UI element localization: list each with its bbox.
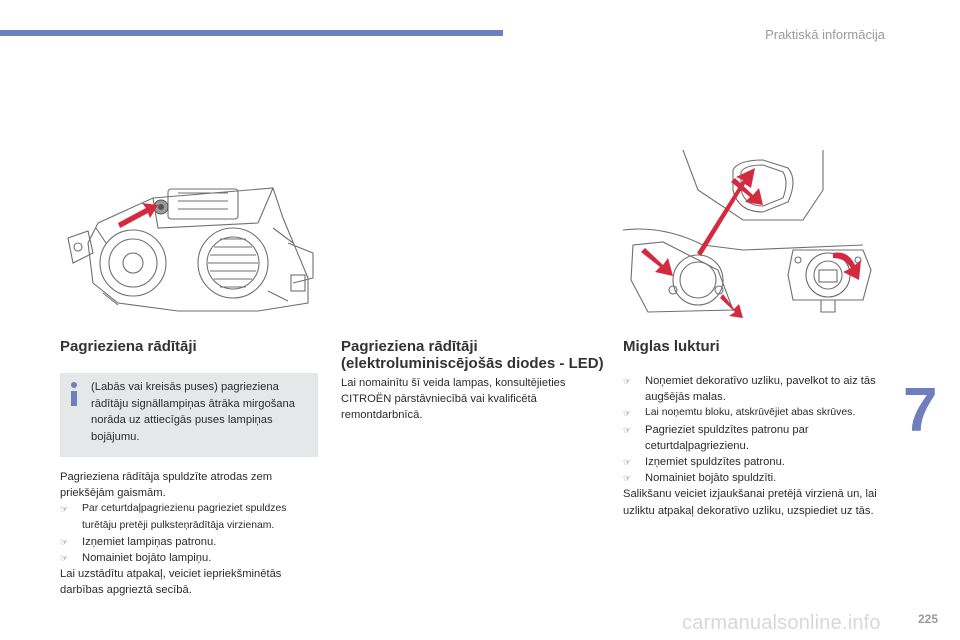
list-item: ☞ Par ceturtdaļpagriezienu pagrieziet spuldzes turētāju pretēji pulksteņrādītāja virzienam.	[60, 503, 287, 531]
list-item: ☞ Nomainiet bojāto lampiņu.	[60, 550, 318, 566]
pointing-finger-icon: ☞	[623, 457, 632, 468]
top-accent-bar	[0, 30, 503, 36]
turn-signals-steps	[60, 501, 318, 566]
info-icon	[67, 381, 81, 407]
pointing-finger-icon: ☞	[60, 504, 69, 515]
info-box	[60, 373, 318, 457]
list-item: ☞ Nomainiet bojāto spuldzīti.	[623, 470, 885, 486]
chapter-number: 7	[903, 376, 938, 445]
page-number: 225	[917, 612, 938, 626]
fog-lamps-steps	[623, 373, 885, 486]
pointing-finger-icon: ☞	[623, 408, 632, 419]
list-item: ☞ Izņemiet spuldzītes patronu.	[623, 454, 885, 470]
headlamp-illustration	[58, 183, 320, 315]
pointing-finger-icon: ☞	[623, 473, 632, 484]
section-header: Praktiskā informācija	[765, 27, 885, 42]
list-item: ☞ Lai noņemtu bloku, atskrūvējiet abas skrūves.	[623, 405, 885, 421]
fog-lamp-illustration	[623, 150, 881, 320]
led-signals-text: Lai nomainītu šī veida lampas, konsultējieties CITROËN pārstāvniecībā vai kvalificētā remontdarbnīcā.	[341, 377, 566, 422]
fog-lamps-title: Miglas lukturi	[623, 338, 720, 355]
watermark: carmanualsonline.info	[682, 612, 881, 634]
info-text: (Labās vai kreisās puses) pagrieziena rādītāju signāllampiņas ātrāka mirgošana norāda uz attiecīgās puses lampiņas bojājumu.	[91, 381, 295, 443]
fog-lamps-outro: Salikšanu veiciet izjaukšanai pretējā virzienā un, lai uzliktu atpakaļ dekoratīvo uzliku, uzspiediet uz tās.	[623, 488, 877, 517]
pointing-finger-icon: ☞	[623, 424, 632, 435]
pointing-finger-icon: ☞	[60, 536, 69, 547]
pointing-finger-icon: ☞	[60, 553, 69, 564]
list-item: ☞ Noņemiet dekoratīvo uzliku, pavelkot to aiz tās augšējās malas.	[623, 375, 876, 404]
pointing-finger-icon: ☞	[623, 376, 632, 386]
turn-signals-outro: Lai uzstādītu atpakaļ, veiciet iepriekšminētās darbības apgrieztā secībā.	[60, 568, 282, 597]
fog-lamps-body	[623, 373, 885, 519]
list-item: ☞ Izņemiet lampiņas patronu.	[60, 534, 318, 550]
list-item: ☞ Pagrieziet spuldzītes patronu par ceturtdaļpagriezienu.	[623, 423, 809, 452]
turn-signals-intro: Pagrieziena rādītāja spuldzīte atrodas zem priekšējām gaismām.	[60, 471, 273, 500]
led-signals-title-line2: (elektroluminiscējošās diodes - LED)	[341, 355, 604, 372]
led-signals-title-line1: Pagrieziena rādītāji	[341, 338, 478, 355]
turn-signals-title: Pagrieziena rādītāji	[60, 338, 197, 355]
led-signals-title	[341, 338, 604, 372]
turn-signals-body	[60, 469, 318, 599]
